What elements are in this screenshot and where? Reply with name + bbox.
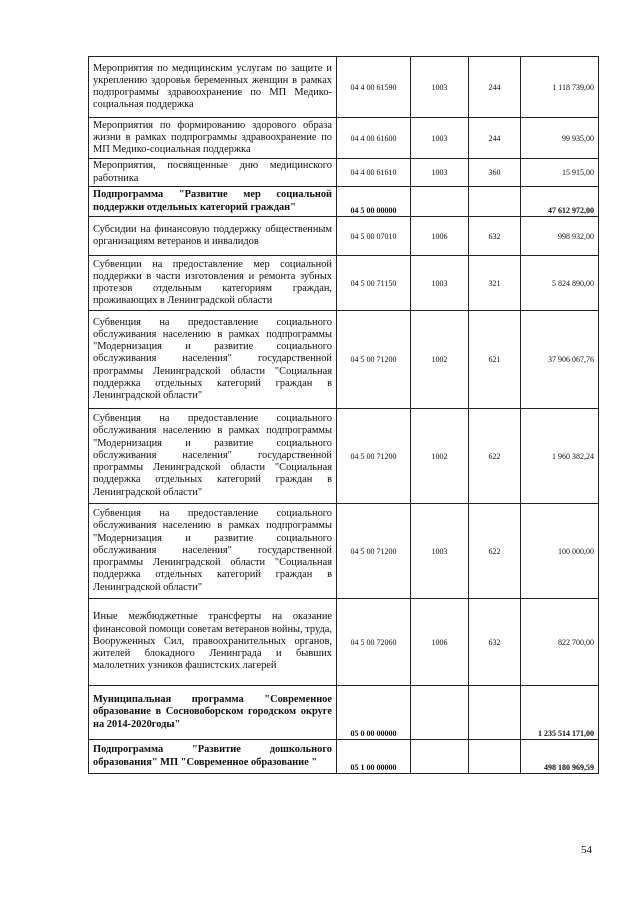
row-target-code: 04 4 00 61590: [337, 57, 411, 118]
row-section-code: 1002: [411, 311, 469, 409]
row-expense-type: 622: [469, 409, 521, 504]
row-amount: 1 118 739,00: [521, 57, 599, 118]
row-description: Муниципальная программа "Современное образование в Сосновоборском городском округе на 2014-2020годы": [89, 686, 337, 740]
row-amount: 1 235 514 171,00: [521, 686, 599, 740]
row-amount: 15 915,00: [521, 159, 599, 187]
row-description: Субвенция на предоставление социального обслуживания населению в рамках подпрограммы "Модернизация и развитие социального обслуживания населения" государственной программы Ленинградской области "Социальная поддержка отдельных категорий граждан в Ленинградской области": [89, 311, 337, 409]
row-target-code: 04 5 00 07010: [337, 217, 411, 256]
page-number: 54: [581, 844, 592, 856]
row-section-code: 1003: [411, 256, 469, 311]
row-expense-type: [469, 740, 521, 774]
row-target-code: 05 1 00 00000: [337, 740, 411, 774]
row-expense-type: 632: [469, 217, 521, 256]
row-section-code: [411, 187, 469, 217]
table-row: [89, 409, 599, 504]
table-row: [89, 118, 599, 159]
row-section-code: 1003: [411, 57, 469, 118]
row-section-code: 1003: [411, 159, 469, 187]
row-description: Субвенция на предоставление социального обслуживания населению в рамках подпрограммы "Модернизация и развитие социального обслуживания населения" государственной программы Ленинградской области "Социальная поддержка отдельных категорий граждан в Ленинградской области": [89, 409, 337, 504]
table-row: [89, 504, 599, 599]
row-section-code: 1003: [411, 504, 469, 599]
row-expense-type: [469, 686, 521, 740]
row-expense-type: 621: [469, 311, 521, 409]
table-row: [89, 159, 599, 187]
budget-table-body: [89, 57, 599, 774]
row-amount: 100 000,00: [521, 504, 599, 599]
table-row: [89, 311, 599, 409]
row-section-code: 1006: [411, 217, 469, 256]
row-amount: 498 180 969,59: [521, 740, 599, 774]
row-expense-type: [469, 187, 521, 217]
row-description: Мероприятия по медицинским услугам по защите и укреплению здоровья беременных женщин в рамках подпрограммы здравоохранение по МП Медико-социальная поддержка: [89, 57, 337, 118]
row-target-code: 04 5 00 71150: [337, 256, 411, 311]
row-target-code: 05 0 00 00000: [337, 686, 411, 740]
row-section-code: [411, 740, 469, 774]
row-expense-type: 632: [469, 599, 521, 686]
row-amount: 822 700,00: [521, 599, 599, 686]
row-amount: 5 824 890,00: [521, 256, 599, 311]
row-amount: 47 612 972,00: [521, 187, 599, 217]
row-target-code: 04 4 00 61610: [337, 159, 411, 187]
row-expense-type: 360: [469, 159, 521, 187]
row-target-code: 04 4 00 61600: [337, 118, 411, 159]
table-row: [89, 57, 599, 118]
row-expense-type: 244: [469, 57, 521, 118]
row-description: Иные межбюджетные трансферты на оказание финансовой помощи советам ветеранов войны, труда, Вооруженных Сил, правоохранительных органов, жителей блокадного Ленинграда и бывших малолетних узников фашистских лагерей: [89, 599, 337, 686]
row-description: Мероприятия по формированию здорового образа жизни в рамках подпрограммы здравоохранение по МП Медико-социальная поддержка: [89, 118, 337, 159]
table-row: [89, 217, 599, 256]
table-row: [89, 740, 599, 774]
row-target-code: 04 5 00 72060: [337, 599, 411, 686]
row-description: Подпрограмма "Развитие дошкольного образования" МП "Современное образование ": [89, 740, 337, 774]
row-description: Субсидии на финансовую поддержку общественным организациям ветеранов и инвалидов: [89, 217, 337, 256]
row-description: Субвенция на предоставление социального обслуживания населению в рамках подпрограммы "Модернизация и развитие социального обслуживания населения" государственной программы Ленинградской области "Социальная поддержка отдельных категорий граждан в Ленинградской области": [89, 504, 337, 599]
table-row: [89, 686, 599, 740]
row-amount: 1 960 382,24: [521, 409, 599, 504]
row-section-code: [411, 686, 469, 740]
table-row: [89, 187, 599, 217]
row-target-code: 04 5 00 71200: [337, 409, 411, 504]
row-expense-type: 321: [469, 256, 521, 311]
row-section-code: 1006: [411, 599, 469, 686]
row-target-code: 04 5 00 00000: [337, 187, 411, 217]
row-section-code: 1002: [411, 409, 469, 504]
budget-table: [88, 56, 599, 774]
row-description: Подпрограмма "Развитие мер социальной поддержки отдельных категорий граждан": [89, 187, 337, 217]
row-expense-type: 244: [469, 118, 521, 159]
row-amount: 37 906 067,76: [521, 311, 599, 409]
row-expense-type: 622: [469, 504, 521, 599]
row-section-code: 1003: [411, 118, 469, 159]
row-target-code: 04 5 00 71200: [337, 504, 411, 599]
row-description: Мероприятия, посвященные дню медицинского работника: [89, 159, 337, 187]
table-row: [89, 256, 599, 311]
row-amount: 998 932,00: [521, 217, 599, 256]
table-row: [89, 599, 599, 686]
row-target-code: 04 5 00 71200: [337, 311, 411, 409]
row-amount: 99 935,00: [521, 118, 599, 159]
row-description: Субвенции на предоставление мер социальной поддержки в части изготовления и ремонта зубных протезов отдельным категориям граждан, проживающих в Ленинградской области: [89, 256, 337, 311]
